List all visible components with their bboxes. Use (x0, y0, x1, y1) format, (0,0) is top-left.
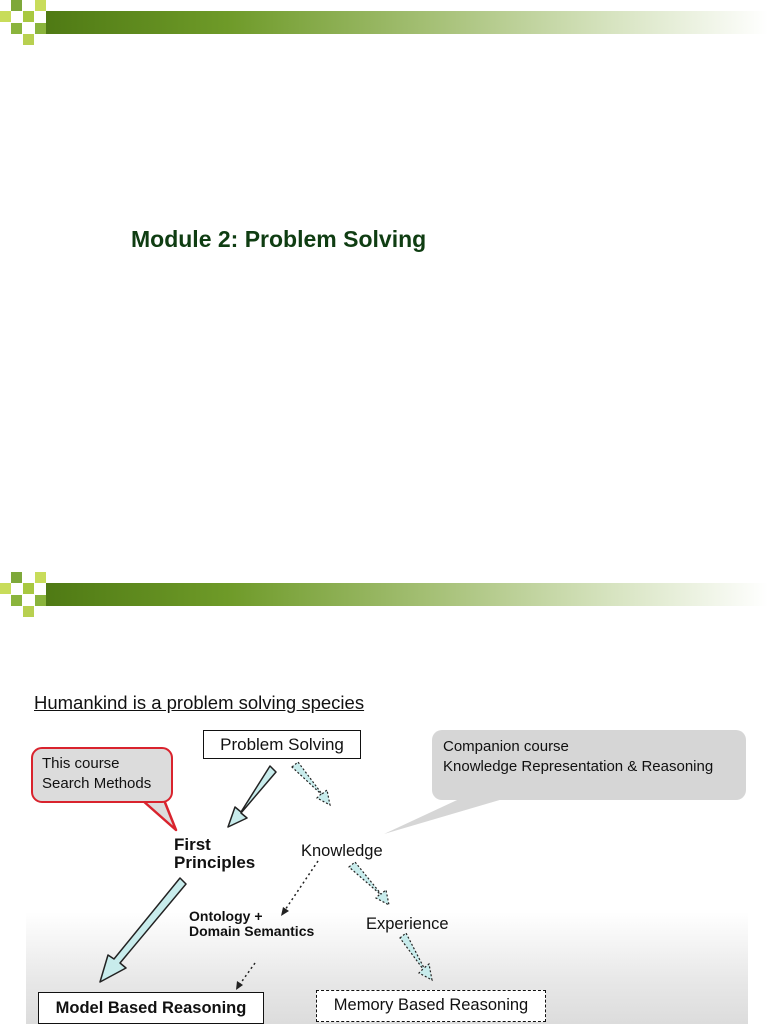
slide-heading: Humankind is a problem solving species (34, 692, 365, 713)
first-principles-label (174, 836, 255, 872)
banner-square (11, 0, 22, 11)
first-principles-line: First (174, 835, 211, 854)
line-knowledge-to-ontology (285, 861, 318, 910)
banner-square (11, 23, 22, 34)
experience-label: Experience (366, 915, 449, 933)
callout-line: This course (42, 755, 120, 772)
arrow-problem-to-knowledge (292, 762, 330, 805)
ontology-line: Ontology + (189, 908, 263, 924)
ontology-line: Domain Semantics (189, 923, 315, 939)
memory-based-reasoning-box: Memory Based Reasoning (316, 990, 546, 1022)
ontology-label (189, 909, 314, 939)
model-based-reasoning-box: Model Based Reasoning (38, 992, 264, 1024)
banner-gradient-bar (46, 11, 768, 34)
callout-pointer (142, 800, 176, 830)
banner-square (0, 11, 11, 22)
module-title: Module 2: Problem Solving (131, 226, 427, 252)
companion-course-callout (432, 730, 746, 800)
arrow-experience-to-memory (400, 933, 432, 980)
companion-line: Knowledge Representation & Reasoning (443, 758, 714, 775)
problem-solving-box: Problem Solving (203, 730, 361, 759)
banner-square (23, 34, 34, 45)
header-banner (0, 0, 768, 48)
problem-solving-slide (0, 572, 768, 1024)
line-ontology-to-model (240, 963, 255, 984)
callout-line: Search Methods (42, 775, 152, 792)
banner-square (35, 23, 46, 34)
arrow-principles-to-model (100, 878, 186, 982)
arrow-knowledge-to-experience (349, 862, 389, 905)
this-course-callout (31, 747, 173, 803)
companion-pointer (384, 794, 520, 834)
banner-square (35, 0, 46, 11)
companion-line: Companion course (443, 738, 569, 755)
arrow-problem-to-principles (228, 766, 276, 827)
knowledge-label: Knowledge (301, 842, 383, 860)
banner-square (23, 11, 34, 22)
first-principles-line: Principles (174, 853, 256, 872)
